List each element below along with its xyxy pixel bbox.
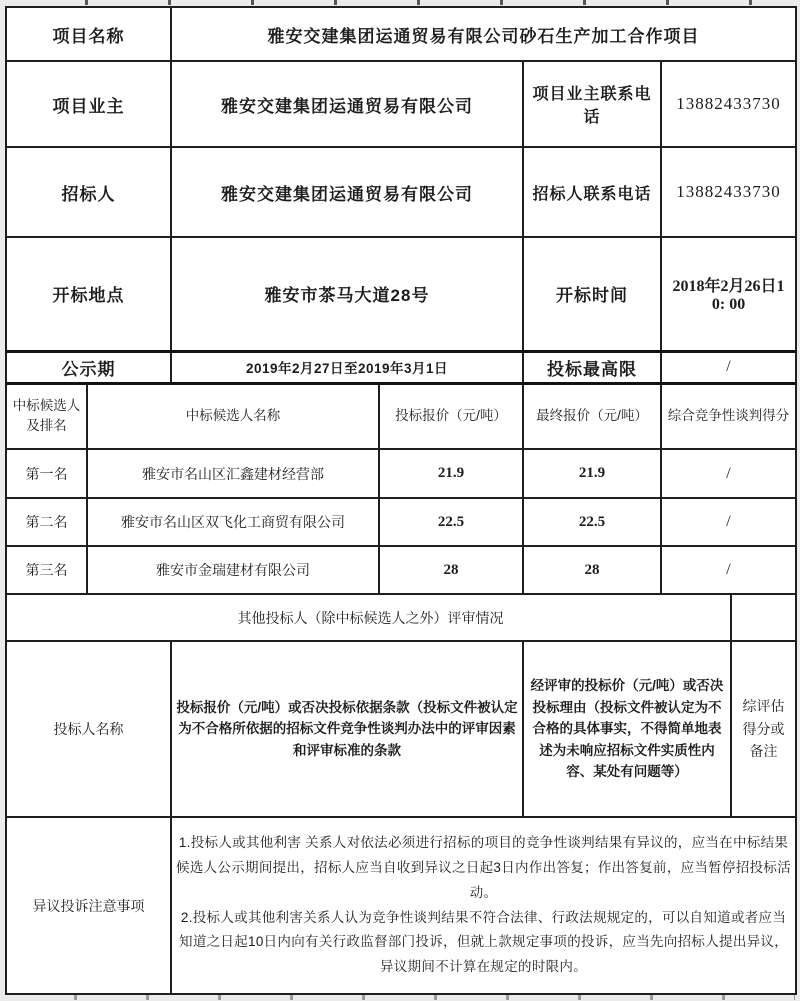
row-project-name bbox=[6, 7, 796, 61]
candidate-2-final: 22.5 bbox=[523, 498, 661, 546]
opening-place-label: 开标地点 bbox=[6, 237, 171, 351]
bidder-name-label: 投标人名称 bbox=[6, 641, 171, 817]
cropped-row-ticks-top bbox=[5, 0, 795, 5]
bid-publicity-table bbox=[5, 6, 797, 995]
row-other-bidders-title bbox=[6, 594, 796, 641]
candidate-3-name: 雅安市金瑞建材有限公司 bbox=[87, 546, 379, 594]
other-bidders-corner-cell bbox=[731, 594, 796, 641]
row-opening bbox=[6, 237, 796, 351]
candidate-1-final: 21.9 bbox=[523, 449, 661, 498]
project-name-value: 雅安交建集团运通贸易有限公司砂石生产加工合作项目 bbox=[171, 7, 796, 61]
candidate-2-name: 雅安市名山区双飞化工商贸有限公司 bbox=[87, 498, 379, 546]
row-owner bbox=[6, 61, 796, 147]
header-bid-price: 投标报价（元/吨） bbox=[379, 383, 523, 449]
candidate-2-score: / bbox=[661, 498, 796, 546]
header-candidate-name: 中标候选人名称 bbox=[87, 383, 379, 449]
header-rank: 中标候选人及排名 bbox=[6, 383, 87, 449]
row-publicity bbox=[6, 351, 796, 383]
candidate-1-name: 雅安市名山区汇鑫建材经营部 bbox=[87, 449, 379, 498]
row-review-criteria bbox=[6, 641, 796, 817]
candidate-1-score: / bbox=[661, 449, 796, 498]
candidate-row-3 bbox=[6, 546, 796, 594]
candidate-row-2 bbox=[6, 498, 796, 546]
row-candidates-header bbox=[6, 383, 796, 449]
publicity-label: 公示期 bbox=[6, 351, 171, 383]
candidate-3-rank: 第三名 bbox=[6, 546, 87, 594]
candidate-3-bid: 28 bbox=[379, 546, 523, 594]
candidate-1-bid: 21.9 bbox=[379, 449, 523, 498]
publicity-value: 2019年2月27日至2019年3月1日 bbox=[171, 351, 523, 383]
row-tenderer bbox=[6, 147, 796, 237]
opening-place-value: 雅安市茶马大道28号 bbox=[171, 237, 523, 351]
owner-label: 项目业主 bbox=[6, 61, 171, 147]
objection-notice-label: 异议投诉注意事项 bbox=[6, 817, 171, 994]
owner-contact-label: 项目业主联系电话 bbox=[523, 61, 661, 147]
bid-criteria-text: 投标报价（元/吨）或否决投标依据条款（投标文件被认定为不合格所依据的招标文件竞争性谈判办法中的评审因素和评审标准的条款 bbox=[171, 641, 523, 817]
candidate-2-rank: 第二名 bbox=[6, 498, 87, 546]
candidate-row-1 bbox=[6, 449, 796, 498]
project-name-label: 项目名称 bbox=[6, 7, 171, 61]
candidate-3-final: 28 bbox=[523, 546, 661, 594]
row-objection-notice bbox=[6, 817, 796, 994]
tenderer-contact-label: 招标人联系电话 bbox=[523, 147, 661, 237]
header-final-price: 最终报价（元/吨） bbox=[523, 383, 661, 449]
review-criteria-text: 经评审的投标价（元/吨）或否决投标理由（投标文件被认定为不合格的具体事实，不得简单地表述为未响应招标文件实质性内容、某处有问题等） bbox=[523, 641, 731, 817]
cropped-row-ticks-bottom bbox=[5, 995, 795, 1000]
opening-time-value: 2018年2月26日10: 00 bbox=[661, 237, 796, 351]
tenderer-contact-value: 13882433730 bbox=[661, 147, 796, 237]
bid-limit-value: / bbox=[661, 351, 796, 383]
candidate-1-rank: 第一名 bbox=[6, 449, 87, 498]
bid-limit-label: 投标最高限 bbox=[523, 351, 661, 383]
other-bidders-section-title: 其他投标人（除中标候选人之外）评审情况 bbox=[6, 594, 731, 641]
objection-notice-line1: 1.投标人或其他利害 关系人对依法必须进行招标的项目的竞争性谈判结果有异议的，应当在中标结果候选人公示期间提出，招标人应当自收到异议之日起3日内作出答复；作出答复前，应当暂停招投标活动。 bbox=[176, 834, 792, 900]
owner-contact-value: 13882433730 bbox=[661, 61, 796, 147]
owner-value: 雅安交建集团运通贸易有限公司 bbox=[171, 61, 523, 147]
candidate-2-bid: 22.5 bbox=[379, 498, 523, 546]
objection-notice-line2: 2.投标人或其他利害关系人认为竞争性谈判结果不符合法律、行政法规规定的，可以自知道或者应当知道之日起10日内向有关行政监督部门投诉，但就上款规定事项的投诉，应当先向招标人提出异议，异议期间不计算在规定的时限内。 bbox=[179, 909, 789, 975]
tenderer-label: 招标人 bbox=[6, 147, 171, 237]
tenderer-value: 雅安交建集团运通贸易有限公司 bbox=[171, 147, 523, 237]
objection-notice-text bbox=[171, 817, 796, 994]
score-or-remark-label: 综评估得分或备注 bbox=[731, 641, 796, 817]
header-score: 综合竞争性谈判得分 bbox=[661, 383, 796, 449]
opening-time-label: 开标时间 bbox=[523, 237, 661, 351]
candidate-3-score: / bbox=[661, 546, 796, 594]
